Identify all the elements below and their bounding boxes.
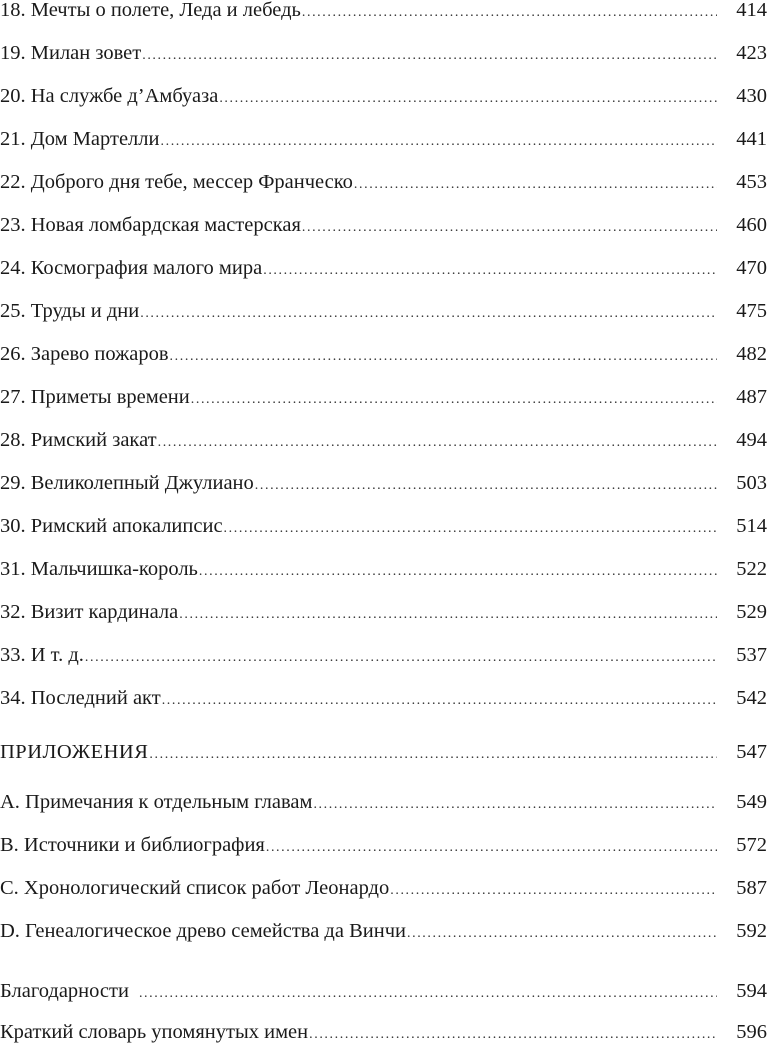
toc-entry[interactable] (0, 597, 769, 627)
dot-leader (302, 0, 717, 28)
toc-entry-page: 549 (736, 791, 767, 813)
toc-entry-appendix[interactable] (0, 830, 769, 860)
toc-entry[interactable] (0, 167, 769, 197)
dot-leader (158, 428, 717, 458)
toc-entry[interactable] (0, 81, 769, 111)
toc-entry-page: 587 (736, 877, 767, 899)
dot-leader (263, 256, 717, 286)
toc-entry-appendix[interactable] (0, 916, 769, 946)
dot-leader (313, 790, 717, 820)
dot-leader (191, 385, 717, 415)
toc-entry[interactable] (0, 210, 769, 240)
toc-entry-page: 596 (736, 1021, 767, 1043)
toc-entry-page: 430 (736, 85, 767, 107)
dot-leader (149, 740, 717, 770)
dot-leader (139, 979, 717, 1009)
toc-entry-page: 441 (736, 128, 767, 150)
toc-entry-page: 475 (736, 300, 767, 322)
toc-entry[interactable] (0, 296, 769, 326)
toc-entry-appendix[interactable] (0, 787, 769, 817)
toc-entry-title: 33. И т. д. (0, 644, 84, 666)
dot-leader (85, 643, 717, 673)
toc-entry[interactable] (0, 124, 769, 154)
toc-entry-title: 25. Труды и дни (0, 300, 140, 322)
toc-entry-page: 503 (736, 472, 767, 494)
dot-leader (170, 342, 717, 372)
toc-entry-page: 482 (736, 343, 767, 365)
toc-entry[interactable] (0, 253, 769, 283)
toc-entry-title: 34. Последний акт (0, 687, 161, 709)
dot-leader (302, 213, 717, 243)
toc-entry-page: 537 (736, 644, 767, 666)
toc-entry-title: 30. Римский апокалипсис (0, 515, 223, 537)
toc-entry[interactable] (0, 339, 769, 369)
dot-leader (199, 557, 717, 587)
toc-entry[interactable] (0, 38, 769, 68)
toc-entry-title: 20. На службе д’Амбуаза (0, 85, 219, 107)
toc-entry-title: 24. Космография малого мира (0, 257, 263, 279)
dot-leader (219, 84, 717, 114)
toc-entry-page: 572 (736, 834, 767, 856)
toc-section-title: ПРИЛОЖЕНИЯ (0, 741, 149, 763)
toc-entry-page: 414 (736, 0, 767, 21)
toc-entry-page: 592 (736, 920, 767, 942)
toc-entry-page: 594 (736, 980, 767, 1002)
toc-entry-title: 21. Дом Мартелли (0, 128, 160, 150)
dot-leader (224, 514, 717, 544)
toc-entry-page: 547 (736, 741, 767, 763)
toc-entry-page: 529 (736, 601, 767, 623)
dot-leader (142, 41, 717, 71)
toc-section-appendices[interactable] (0, 737, 769, 767)
toc-entry-title: 22. Доброго дня тебе, мессер Франческо (0, 171, 353, 193)
toc-entry-page: 423 (736, 42, 767, 64)
toc-entry-page: 487 (736, 386, 767, 408)
toc-entry-page: 522 (736, 558, 767, 580)
toc-entry[interactable] (0, 382, 769, 412)
toc-entry[interactable] (0, 468, 769, 498)
dot-leader (161, 127, 718, 157)
toc-entry-title: D. Генеалогическое древо семейства да Винчи (0, 920, 406, 942)
toc-entry-title: 32. Визит кардинала (0, 601, 179, 623)
toc-entry-title: 28. Римский закат (0, 429, 157, 451)
toc-entry[interactable] (0, 511, 769, 541)
toc-entry-title: Краткий словарь упомянутых имен (0, 1021, 309, 1043)
toc-entry-title: 23. Новая ломбардская мастерская (0, 214, 301, 236)
toc-entry[interactable] (0, 640, 769, 670)
dot-leader (179, 600, 717, 630)
dot-leader (266, 833, 717, 863)
dot-leader (407, 919, 717, 949)
toc-entry-page: 542 (736, 687, 767, 709)
dot-leader (390, 876, 717, 906)
toc-entry-title: 19. Милан зовет (0, 42, 142, 64)
toc-entry-page: 514 (736, 515, 767, 537)
toc-entry-page: 453 (736, 171, 767, 193)
toc-entry-title: 27. Приметы времени (0, 386, 190, 408)
toc-entry-acknowledgements[interactable] (0, 976, 769, 1006)
toc-entry[interactable] (0, 0, 769, 25)
dot-leader (162, 686, 717, 716)
dot-leader (140, 299, 717, 329)
toc-entry-title: 29. Великолепный Джулиано (0, 472, 254, 494)
toc-entry-title: 31. Мальчишка-король (0, 558, 198, 580)
toc-entry[interactable] (0, 554, 769, 584)
dot-leader (255, 471, 717, 501)
toc-entry[interactable] (0, 425, 769, 455)
toc-entry-title: C. Хронологический список работ Леонардо (0, 877, 390, 899)
toc-entry-title: 18. Мечты о полете, Леда и лебедь (0, 0, 301, 21)
toc-entry[interactable] (0, 683, 769, 713)
dot-leader (309, 1020, 717, 1050)
toc-entry-title: 26. Зарево пожаров (0, 343, 169, 365)
toc-entry-page: 470 (736, 257, 767, 279)
toc-entry-appendix[interactable] (0, 873, 769, 903)
toc-entry-title: A. Примечания к отдельным главам (0, 791, 313, 813)
toc-entry-title: B. Источники и библиография (0, 834, 265, 856)
dot-leader (354, 170, 717, 200)
toc-entry-page: 460 (736, 214, 767, 236)
toc-entry-glossary[interactable] (0, 1017, 769, 1047)
toc-entry-title: Благодарности (0, 980, 129, 1002)
toc-entry-page: 494 (736, 429, 767, 451)
